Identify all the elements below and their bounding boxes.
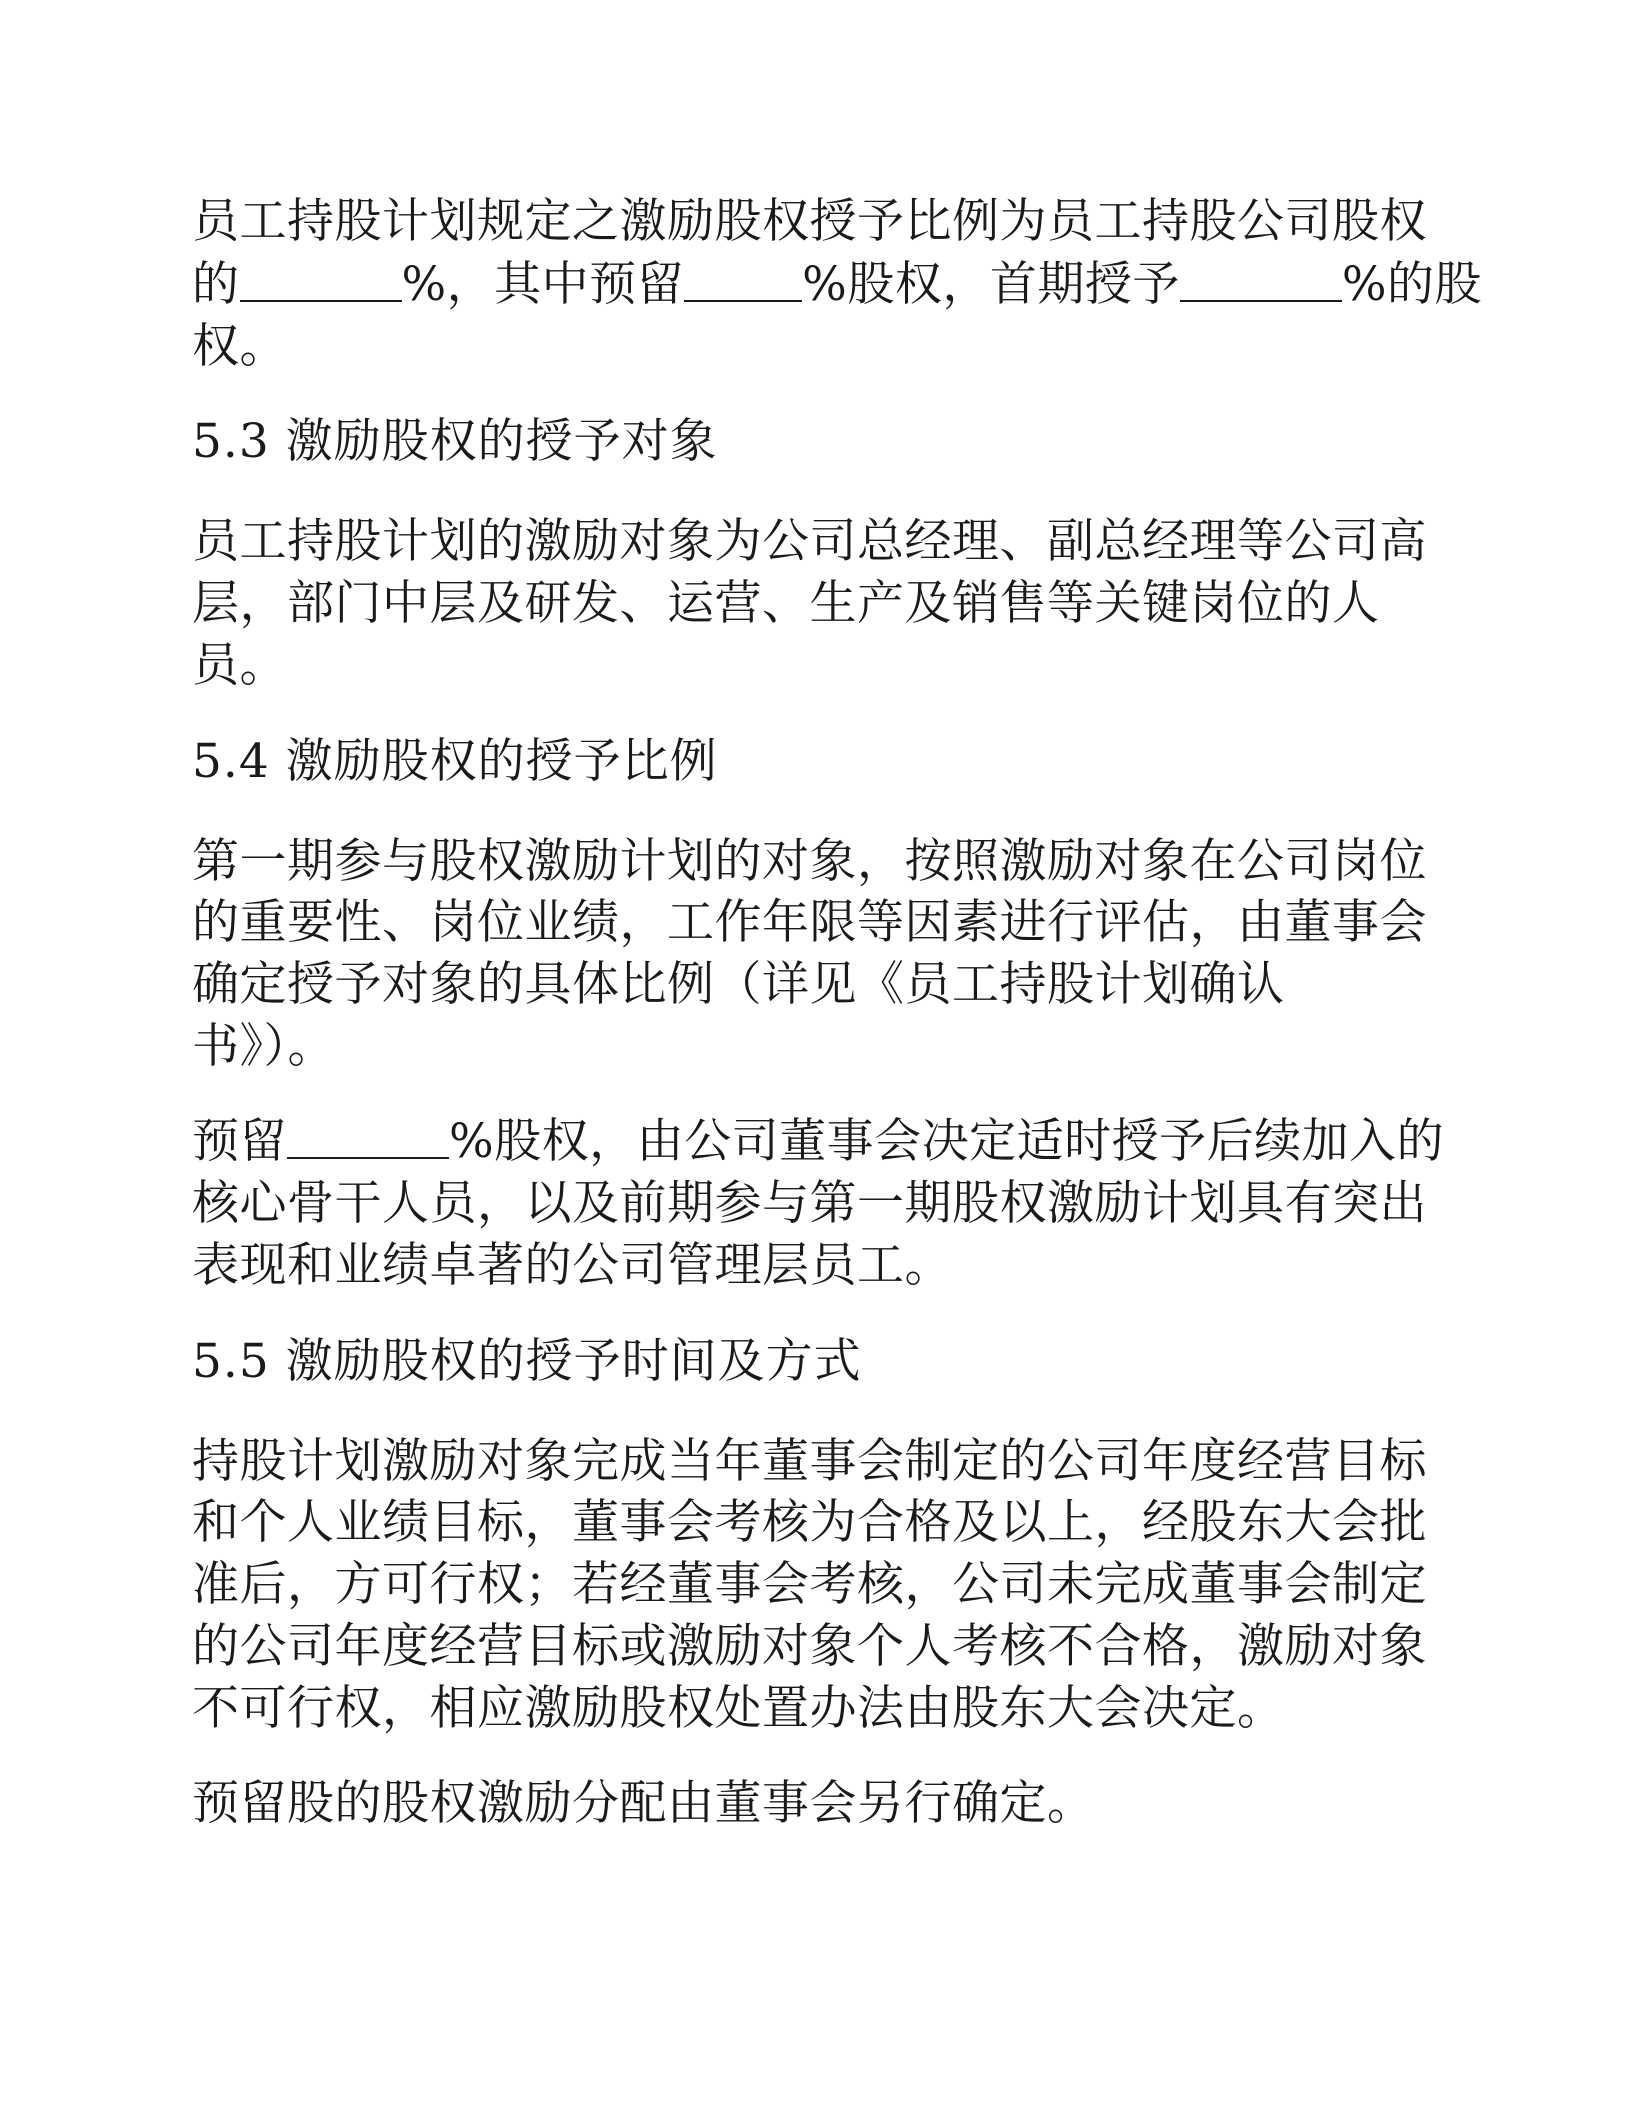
paragraph-4-line-2: 核心骨干人员，以及前期参与第一期股权激励计划具有突出 (192, 1176, 1427, 1231)
paragraph-1-line-1: 员工持股计划规定之激励股权授予比例为员工持股公司股权 (192, 194, 1427, 249)
section-heading-5-3: 5.3 激励股权的授予对象 (192, 414, 718, 469)
paragraph-1-line-2 (192, 253, 1482, 317)
fill-in-blank (240, 256, 402, 302)
paragraph-3-line-2: 的重要性、岗位业绩，工作年限等因素进行评估，由董事会 (192, 895, 1427, 950)
paragraph-4-line-1 (192, 1110, 1444, 1174)
text-segment: %股权，由公司董事会决定适时授予后续加入的 (449, 1114, 1445, 1169)
paragraph-3-line-1: 第一期参与股权激励计划的对象，按照激励对象在公司岗位 (192, 834, 1427, 889)
text-segment: 预留 (192, 1114, 287, 1169)
fill-in-blank (287, 1113, 449, 1159)
paragraph-5-line-4: 的公司年度经营目标或激励对象个人考核不合格，激励对象 (192, 1619, 1427, 1674)
paragraph-4-line-3: 表现和业绩卓著的公司管理层员工。 (192, 1238, 952, 1293)
fill-in-blank (684, 256, 802, 302)
paragraph-5-line-3: 准后，方可行权；若经董事会考核，公司未完成董事会制定 (192, 1557, 1427, 1612)
text-segment: %，其中预留 (401, 257, 685, 312)
paragraph-1-line-3: 权。 (192, 319, 287, 374)
paragraph-2-line-3: 员。 (192, 638, 287, 693)
paragraph-3-line-4: 书》）。 (192, 1019, 335, 1074)
paragraph-6-line-1: 预留股的股权激励分配由董事会另行确定。 (192, 1776, 1095, 1831)
section-heading-5-4: 5.4 激励股权的授予比例 (192, 734, 718, 789)
paragraph-2-line-2: 层，部门中层及研发、运营、生产及销售等关键岗位的人 (192, 576, 1380, 631)
text-segment: %的股 (1341, 257, 1483, 312)
text-segment: 的 (192, 257, 240, 312)
paragraph-5-line-1: 持股计划激励对象完成当年董事会制定的公司年度经营目标 (192, 1434, 1427, 1489)
fill-in-blank (1180, 256, 1342, 302)
paragraph-5-line-2: 和个人业绩目标，董事会考核为合格及以上，经股东大会批 (192, 1495, 1427, 1550)
paragraph-2-line-1: 员工持股计划的激励对象为公司总经理、副总经理等公司高 (192, 514, 1427, 569)
text-segment: %股权，首期授予 (802, 257, 1180, 312)
paragraph-3-line-3: 确定授予对象的具体比例（详见《员工持股计划确认 (192, 957, 1285, 1012)
paragraph-5-line-5: 不可行权，相应激励股权处置办法由股东大会决定。 (192, 1681, 1285, 1736)
section-heading-5-5: 5.5 激励股权的授予时间及方式 (192, 1334, 862, 1389)
